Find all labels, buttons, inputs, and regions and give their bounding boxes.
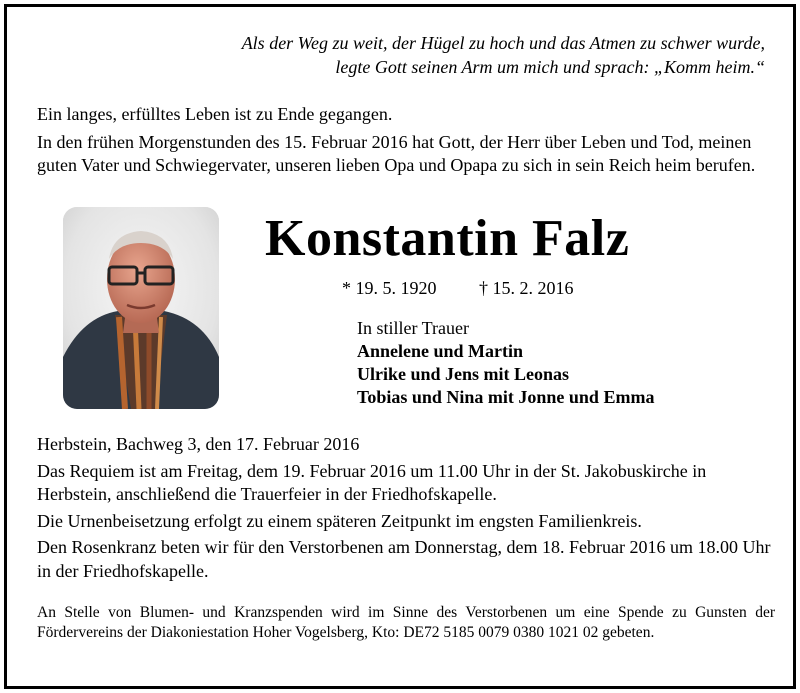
mourner-names <box>357 340 654 409</box>
intro-line-2: In den frühen Morgenstunden des 15. Februar 2016 hat Gott, der Herr über Leben und Tod, meinen guten Vater und Schwiegervater, unseren lieben Opa und Opapa zu sich in sein Reich heim berufen. <box>37 131 756 175</box>
intro-text <box>37 103 777 178</box>
portrait-image <box>63 207 219 409</box>
requiem-info: Das Requiem ist am Freitag, dem 19. Februar 2016 um 11.00 Uhr in der St. Jakobuskirche in Herbstein, anschließend die Trauerfeier in der Friedhofskapelle. <box>37 460 707 504</box>
birth-date: * 19. 5. 1920 <box>342 278 437 298</box>
life-dates <box>342 278 574 299</box>
rosary-info: Den Rosenkranz beten wir für den Verstorbenen am Donnerstag, dem 18. Februar 2016 um 18.00 Uhr in der Friedhofskapelle. <box>37 537 771 581</box>
obituary-card <box>4 4 796 689</box>
intro-line-1: Ein langes, erfülltes Leben ist zu Ende gegangen. <box>37 104 393 124</box>
motto-line-2: legte Gott seinen Arm um mich und sprach: „Komm heim.“ <box>335 57 765 77</box>
deceased-name: Konstantin Falz <box>265 210 630 267</box>
mourner-name: Tobias und Nina mit Jonne und Emma <box>357 387 655 407</box>
mourning-heading: In stiller Trauer <box>357 318 469 338</box>
place-date: Herbstein, Bachweg 3, den 17. Februar 2016 <box>37 434 360 454</box>
donation-note: An Stelle von Blumen- und Kranzspenden wird im Sinne des Verstorbenen um eine Spende zu Gunsten der Fördervereins der Diakoniestation Hoher Vogelsberg, Kto: DE72 5185 0079 0380 1021 02 gebeten. <box>37 604 775 641</box>
mourners-block <box>357 317 654 409</box>
details-text <box>37 433 777 583</box>
portrait-photo <box>63 207 219 409</box>
death-date: † 15. 2. 2016 <box>479 278 574 298</box>
motto-line-1: Als der Weg zu weit, der Hügel zu hoch und das Atmen zu schwer wurde, <box>241 33 765 53</box>
mourner-name: Annelene und Martin <box>357 341 524 361</box>
urn-burial-info: Die Urnenbeisetzung erfolgt zu einem späteren Zeitpunkt im engsten Familienkreis. <box>37 510 642 531</box>
mourner-name: Ulrike und Jens mit Leonas <box>357 364 570 384</box>
motto-quote <box>242 31 765 79</box>
